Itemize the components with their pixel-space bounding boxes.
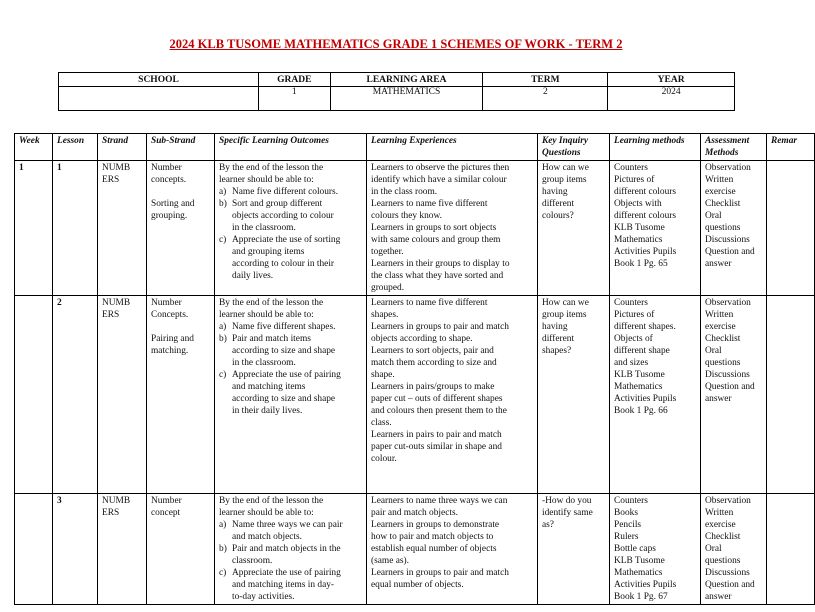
method-line: Pictures of [614,310,655,320]
questions-cell [538,494,610,605]
question-line: having [542,187,568,197]
method-line: Counters [614,496,648,506]
outcome-item-line: and matching items in day- [232,580,335,590]
outcome-item [219,567,362,579]
lesson-number: 1 [57,163,62,173]
assessment-line: Observation [705,298,751,308]
assessment-line: exercise [705,520,736,530]
method-line: Pictures of [614,175,655,185]
assessment-cell [701,296,767,494]
method-line: Book 1 Pg. 66 [614,406,668,416]
experience-line: equal number of objects. [371,580,464,590]
assessment-line: Checklist [705,199,741,209]
experience-line: identify which have a similar colour [371,175,507,185]
experience-line: colour. [371,454,397,464]
method-line: Mathematics [614,568,663,578]
assessment-line: answer [705,259,732,269]
school-info-table [58,72,735,111]
substrand-line [151,321,210,333]
outcome-item [219,210,362,222]
assessment-cell [701,494,767,605]
outcome-item [219,186,362,198]
assessment-line: questions [705,556,741,566]
assessment-line: questions [705,223,741,233]
column-header: Strand [98,134,147,161]
column-header: Remar [767,134,815,161]
outcome-item-line: Appreciate the use of pairing [232,370,341,380]
outcome-item-key [219,357,232,369]
strand-line: NUMB [102,496,131,506]
experience-line: the class what they have sorted and [371,271,504,281]
table-row [15,494,815,605]
question-line: different [542,334,575,344]
questions-cell [538,161,610,296]
outcome-item [219,531,362,543]
column-header: Week [15,134,53,161]
experience-line: shapes. [371,310,399,320]
schemes-of-work-table [14,133,815,605]
info-value-learning-area: MATHEMATICS [330,87,483,111]
experience-line: in the class room. [371,187,438,197]
method-line: Counters [614,163,648,173]
outcome-item-key: b) [219,334,227,344]
method-line: KLB Tusome [614,223,665,233]
substrand-line: Number [151,298,182,308]
outcome-item [219,258,362,270]
method-line: different colours [614,211,677,221]
question-line: group items [542,310,587,320]
strand-line: ERS [102,310,120,320]
method-line: Activities Pupils [614,247,677,257]
outcome-item-key [219,222,232,234]
outcome-item [219,519,362,531]
outcome-item-line: classroom. [232,556,273,566]
outcome-item-line: and match objects. [232,532,303,542]
assessment-line: Question and [705,382,755,392]
strand-line: NUMB [102,298,131,308]
info-header-grade: GRADE [258,73,330,87]
methods-cell [610,161,701,296]
outcome-item-key [219,345,232,357]
method-line: Pencils [614,520,642,530]
outcome-item-line: Name three ways we can pair [232,520,343,530]
outcome-intro-line: learner should be able to: [219,508,314,518]
experience-line: establish equal number of objects [371,544,497,554]
info-header-term: TERM [483,73,608,87]
outcome-item-line: Name five different colours. [232,187,339,197]
assessment-line: Oral [705,211,722,221]
experience-line: together. [371,247,404,257]
experience-line: (same as). [371,556,410,566]
substrand-cell [147,161,215,296]
outcome-item [219,198,362,210]
outcome-item-line: in the classroom. [232,223,296,233]
outcome-item [219,345,362,357]
outcome-item [219,321,362,333]
outcome-item-key [219,531,232,543]
strand-cell [98,296,147,494]
substrand-line: matching. [151,346,189,356]
methods-cell [610,296,701,494]
method-line: KLB Tusome [614,556,665,566]
method-line: different shapes. [614,322,676,332]
outcome-item-key [219,210,232,222]
assessment-line: answer [705,592,732,602]
question-line: group items [542,175,587,185]
substrand-line: concepts. [151,175,187,185]
assessment-line: exercise [705,187,736,197]
outcome-item-line: Pair and match objects in the [232,544,341,554]
outcome-intro-line: By the end of the lesson the [219,298,324,308]
info-value-term: 2 [483,87,608,111]
experience-line: Learners to name five different [371,199,488,209]
outcome-item-key: a) [219,520,227,530]
column-header: Key Inquiry Questions [538,134,610,161]
info-header-year: YEAR [608,73,735,87]
outcomes-cell [215,161,367,296]
question-line: having [542,322,568,332]
outcomes-cell [215,296,367,494]
assessment-line: Checklist [705,532,741,542]
method-line: Objects of [614,334,653,344]
outcome-item-line: according to size and shape [232,346,336,356]
info-value-grade: 1 [258,87,330,111]
remarks-cell [767,494,815,605]
outcome-item-line: objects according to colour [232,211,334,221]
info-value-school [59,87,259,111]
method-line: Activities Pupils [614,580,677,590]
experience-line: Learners to name three ways we can [371,496,508,506]
outcome-item-key [219,555,232,567]
method-line: Objects with [614,199,662,209]
experience-line: Learners in groups to pair and match [371,568,509,578]
info-value-year: 2024 [608,87,735,111]
outcome-item-line: according to size and shape [232,394,336,404]
assessment-line: questions [705,358,741,368]
outcome-item-key: a) [219,322,227,332]
experience-line: class. [371,418,392,428]
outcome-item [219,246,362,258]
method-line: Counters [614,298,648,308]
questions-cell [538,296,610,494]
outcome-item-key: c) [219,370,227,380]
lesson-cell [53,494,98,605]
outcome-item [219,405,362,417]
outcome-intro-line: By the end of the lesson the [219,496,324,506]
assessment-cell [701,161,767,296]
week-number: 1 [19,163,24,173]
assessment-line: Discussions [705,568,750,578]
outcome-item-line: and grouping items [232,247,305,257]
outcome-item [219,270,362,282]
question-line: How can we [542,298,589,308]
lesson-cell [53,296,98,494]
assessment-line: Observation [705,163,751,173]
remarks-cell [767,161,815,296]
remarks-cell [767,296,815,494]
experience-line: match them according to size and [371,358,497,368]
experience-line: paper cut-outs similar in shape and [371,442,502,452]
outcome-item-key: c) [219,568,227,578]
outcome-item-line: Pair and match items [232,334,311,344]
strand-cell [98,161,147,296]
assessment-line: Written [705,508,734,518]
experiences-cell [367,494,538,605]
substrand-cell [147,296,215,494]
week-cell [15,296,53,494]
question-line: -How do you [542,496,592,506]
info-header-learning-area: LEARNING AREA [330,73,483,87]
method-line: KLB Tusome [614,370,665,380]
method-line: different colours [614,187,677,197]
outcome-item-key [219,246,232,258]
strand-cell [98,494,147,605]
assessment-line: exercise [705,322,736,332]
outcome-item-key [219,270,232,282]
outcome-item [219,381,362,393]
assessment-line: Written [705,310,734,320]
info-header-school: SCHOOL [59,73,259,87]
lesson-cell [53,161,98,296]
outcome-item-line: and matching items [232,382,306,392]
outcome-item-line: according to colour in their [232,259,335,269]
experience-line: Learners to name five different [371,298,488,308]
experience-line: paper cut – outs of different shapes [371,394,503,404]
column-header: Learning methods [610,134,701,161]
method-line: and sizes [614,358,649,368]
outcome-intro-line: learner should be able to: [219,310,314,320]
method-line: Mathematics [614,235,663,245]
outcome-item [219,543,362,555]
assessment-line: Written [705,175,734,185]
method-line: Book 1 Pg. 67 [614,592,668,602]
assessment-line: Oral [705,346,722,356]
outcome-item-key: b) [219,544,227,554]
substrand-line: Sorting and [151,199,195,209]
column-header: Specific Learning Outcomes [215,134,367,161]
assessment-line: Question and [705,247,755,257]
column-header: Lesson [53,134,98,161]
strand-line: ERS [102,175,120,185]
outcome-item-key [219,393,232,405]
experience-line: Learners to sort objects, pair and [371,346,494,356]
experience-line: Learners in pairs to pair and match [371,430,502,440]
experience-line: shape. [371,370,395,380]
substrand-line: Number [151,163,182,173]
outcome-item-line: Name five different shapes. [232,322,336,332]
question-line: identify same [542,508,593,518]
substrand-cell [147,494,215,605]
method-line: Rulers [614,532,639,542]
experience-line: Learners in groups to sort objects [371,223,497,233]
experience-line: Learners in their groups to display to [371,259,510,269]
outcome-item [219,555,362,567]
assessment-line: Observation [705,496,751,506]
experiences-cell [367,296,538,494]
experience-line: pair and match objects. [371,508,458,518]
method-line: Book 1 Pg. 65 [614,259,668,269]
outcome-item-line: in the classroom. [232,358,296,368]
assessment-line: answer [705,394,732,404]
method-line: Mathematics [614,382,663,392]
outcome-item-key: a) [219,187,227,197]
assessment-line: Discussions [705,235,750,245]
experience-line: objects according to shape. [371,334,473,344]
question-line: shapes? [542,346,572,356]
column-header: Learning Experiences [367,134,538,161]
question-line: as? [542,520,554,530]
method-line: Activities Pupils [614,394,677,404]
experience-line: Learners in groups to pair and match [371,322,509,332]
outcome-item-key [219,381,232,393]
outcome-item-key [219,405,232,417]
assessment-line: Discussions [705,370,750,380]
method-line: Bottle caps [614,544,656,554]
experience-line: and colours then present them to the [371,406,507,416]
week-cell [15,161,53,296]
outcome-item-key [219,591,232,603]
question-line: colours? [542,211,574,221]
outcome-intro-line: learner should be able to: [219,175,314,185]
substrand-line: concept [151,508,181,518]
outcome-item [219,591,362,603]
method-line: different shape [614,346,670,356]
column-header: Sub-Strand [147,134,215,161]
week-cell [15,494,53,605]
experience-line: colours they know. [371,211,442,221]
outcome-item [219,333,362,345]
column-header: Assessment Methods [701,134,767,161]
outcome-item-key [219,258,232,270]
methods-cell [610,494,701,605]
lesson-number: 3 [57,496,62,506]
experience-line: grouped. [371,283,405,293]
question-line: How can we [542,163,589,173]
substrand-line: Number [151,496,182,506]
method-line: Books [614,508,638,518]
outcome-item-line: Sort and group different [232,199,323,209]
experience-line: how to pair and match objects to [371,532,494,542]
substrand-line: grouping. [151,211,188,221]
outcome-item [219,579,362,591]
assessment-line: Oral [705,544,722,554]
substrand-line [151,186,210,198]
outcome-item [219,234,362,246]
outcome-item [219,393,362,405]
experience-line: Learners in groups to demonstrate [371,520,500,530]
outcome-item-key: c) [219,235,227,245]
outcome-item-line: in their daily lives. [232,406,303,416]
lesson-number: 2 [57,298,62,308]
question-line: different [542,199,575,209]
outcome-item-key [219,579,232,591]
experience-line: Learners to observe the pictures then [371,163,510,173]
substrand-line: Pairing and [151,334,194,344]
assessment-line: Question and [705,580,755,590]
outcome-item-line: daily lives. [232,271,274,281]
outcomes-cell [215,494,367,605]
document-title: 2024 KLB TUSOME MATHEMATICS GRADE 1 SCHEMES OF WORK - TERM 2 [169,37,623,51]
outcome-item-line: Appreciate the use of pairing [232,568,341,578]
strand-line: NUMB [102,163,131,173]
outcome-item [219,222,362,234]
outcome-intro-line: By the end of the lesson the [219,163,324,173]
substrand-line: Concepts. [151,310,189,320]
experience-line: Learners in pairs/groups to make [371,382,495,392]
table-row [15,296,815,494]
outcome-item [219,357,362,369]
experience-line: with same colours and group them [371,235,501,245]
table-row [15,161,815,296]
outcome-item-line: Appreciate the use of sorting [232,235,341,245]
experiences-cell [367,161,538,296]
strand-line: ERS [102,508,120,518]
outcome-item [219,369,362,381]
assessment-line: Checklist [705,334,741,344]
outcome-item-key: b) [219,199,227,209]
outcome-item-line: to-day activities. [232,592,295,602]
